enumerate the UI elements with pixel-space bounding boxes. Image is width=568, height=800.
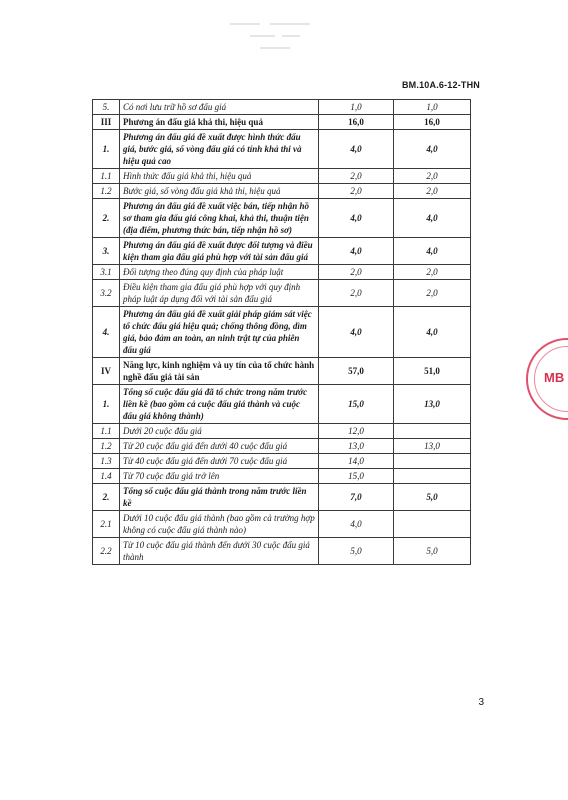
row-number: 5. — [93, 100, 120, 115]
table-row — [93, 538, 471, 565]
table-row — [93, 385, 471, 424]
row-number: 1. — [93, 130, 120, 169]
row-criterion: Từ 70 cuộc đấu giá trở lên — [120, 469, 319, 484]
scoring-table — [92, 99, 471, 565]
table-row — [93, 169, 471, 184]
row-awarded-score: 4,0 — [394, 238, 471, 265]
row-awarded-score — [394, 469, 471, 484]
row-awarded-score: 51,0 — [394, 358, 471, 385]
row-max-score: 14,0 — [319, 454, 394, 469]
row-max-score: 7,0 — [319, 484, 394, 511]
table-row — [93, 130, 471, 169]
row-awarded-score: 13,0 — [394, 439, 471, 454]
row-max-score: 2,0 — [319, 280, 394, 307]
row-max-score: 5,0 — [319, 538, 394, 565]
row-criterion: Năng lực, kinh nghiệm và uy tín của tổ chức hành nghề đấu giá tài sản — [120, 358, 319, 385]
row-number: 3.1 — [93, 265, 120, 280]
table-row — [93, 424, 471, 439]
row-max-score: 2,0 — [319, 169, 394, 184]
row-awarded-score: 2,0 — [394, 280, 471, 307]
row-criterion: Từ 10 cuộc đấu giá thành đến dưới 30 cuộc đấu giá thành — [120, 538, 319, 565]
row-number: 1.4 — [93, 469, 120, 484]
row-number: 1. — [93, 385, 120, 424]
row-criterion: Phương án đấu giá đề xuất được đối tượng và điều kiện tham gia đấu giá phù hợp với tài sản đấu giá — [120, 238, 319, 265]
page-number: 3 — [478, 697, 484, 708]
row-max-score: 4,0 — [319, 130, 394, 169]
table-row — [93, 469, 471, 484]
scoring-table-body — [93, 100, 471, 565]
company-stamp — [526, 338, 568, 420]
table-row — [93, 184, 471, 199]
row-max-score: 15,0 — [319, 469, 394, 484]
table-row — [93, 439, 471, 454]
form-code: BM.10A.6-12-THN — [401, 80, 480, 90]
row-number: 1.2 — [93, 439, 120, 454]
table-row — [93, 199, 471, 238]
row-criterion: Tổng số cuộc đấu giá thành trong năm trước liền kề — [120, 484, 319, 511]
row-number: 2. — [93, 484, 120, 511]
row-criterion: Từ 20 cuộc đấu giá đến dưới 40 cuộc đấu giá — [120, 439, 319, 454]
row-max-score: 2,0 — [319, 184, 394, 199]
table-row — [93, 484, 471, 511]
row-awarded-score — [394, 511, 471, 538]
row-awarded-score: 2,0 — [394, 265, 471, 280]
table-row — [93, 454, 471, 469]
table-row — [93, 307, 471, 358]
row-number: III — [93, 115, 120, 130]
row-max-score: 13,0 — [319, 439, 394, 454]
table-row — [93, 280, 471, 307]
stamp-text: MB — [544, 370, 565, 385]
row-number: 3.2 — [93, 280, 120, 307]
row-max-score: 16,0 — [319, 115, 394, 130]
row-awarded-score: 4,0 — [394, 199, 471, 238]
row-awarded-score: 4,0 — [394, 130, 471, 169]
row-max-score: 4,0 — [319, 238, 394, 265]
row-max-score: 4,0 — [319, 307, 394, 358]
row-criterion: Đối tượng theo đúng quy định của pháp luật — [120, 265, 319, 280]
row-criterion: Dưới 20 cuộc đấu giá — [120, 424, 319, 439]
row-max-score: 1,0 — [319, 100, 394, 115]
row-max-score: 57,0 — [319, 358, 394, 385]
table-row — [93, 358, 471, 385]
faint-backside-marks — [220, 14, 350, 64]
row-number: 1.1 — [93, 424, 120, 439]
row-number: IV — [93, 358, 120, 385]
row-criterion: Phương án đấu giá đề xuất việc bán, tiếp nhận hồ sơ tham gia đấu giá công khai, khả thi, thuận tiện (địa điểm, phương thức bán, tiếp nhận hồ sơ) — [120, 199, 319, 238]
row-criterion: Điều kiện tham gia đấu giá phù hợp với quy định pháp luật áp dụng đối với tài sản đấu giá — [120, 280, 319, 307]
row-number: 4. — [93, 307, 120, 358]
row-max-score: 15,0 — [319, 385, 394, 424]
row-max-score: 12,0 — [319, 424, 394, 439]
table-row — [93, 100, 471, 115]
row-criterion: Từ 40 cuộc đấu giá đến dưới 70 cuộc đấu giá — [120, 454, 319, 469]
row-number: 1.1 — [93, 169, 120, 184]
row-awarded-score: 16,0 — [394, 115, 471, 130]
row-criterion: Có nơi lưu trữ hồ sơ đấu giá — [120, 100, 319, 115]
row-awarded-score: 13,0 — [394, 385, 471, 424]
row-awarded-score: 5,0 — [394, 538, 471, 565]
table-row — [93, 511, 471, 538]
row-number: 2.2 — [93, 538, 120, 565]
row-number: 1.2 — [93, 184, 120, 199]
row-number: 2.1 — [93, 511, 120, 538]
row-number: 3. — [93, 238, 120, 265]
row-criterion: Phương án đấu giá đề xuất được hình thức đấu giá, bước giá, số vòng đấu giá có tính khả thi và hiệu quả cao — [120, 130, 319, 169]
table-row — [93, 265, 471, 280]
row-criterion: Tổng số cuộc đấu giá đã tổ chức trong năm trước liền kề (bao gồm cả cuộc đấu giá thành và cuộc đấu giá không thành) — [120, 385, 319, 424]
row-max-score: 4,0 — [319, 511, 394, 538]
row-awarded-score: 1,0 — [394, 100, 471, 115]
row-awarded-score: 5,0 — [394, 484, 471, 511]
row-number: 1.3 — [93, 454, 120, 469]
row-awarded-score — [394, 424, 471, 439]
row-criterion: Phương án đấu giá đề xuất giải pháp giám sát việc tổ chức đấu giá hiệu quả; chống thông đồng, dìm giá, bảo đảm an toàn, an ninh trật tự của phiên đấu giá — [120, 307, 319, 358]
row-criterion: Dưới 10 cuộc đấu giá thành (bao gồm cả trường hợp không có cuộc đấu giá thành nào) — [120, 511, 319, 538]
row-criterion: Bước giá, số vòng đấu giá khả thi, hiệu quả — [120, 184, 319, 199]
row-awarded-score: 4,0 — [394, 307, 471, 358]
row-awarded-score: 2,0 — [394, 184, 471, 199]
row-max-score: 4,0 — [319, 199, 394, 238]
row-criterion: Phương án đấu giá khả thi, hiệu quả — [120, 115, 319, 130]
row-max-score: 2,0 — [319, 265, 394, 280]
row-awarded-score: 2,0 — [394, 169, 471, 184]
table-row — [93, 238, 471, 265]
row-awarded-score — [394, 454, 471, 469]
table-row — [93, 115, 471, 130]
row-number: 2. — [93, 199, 120, 238]
row-criterion: Hình thức đấu giá khả thi, hiệu quả — [120, 169, 319, 184]
